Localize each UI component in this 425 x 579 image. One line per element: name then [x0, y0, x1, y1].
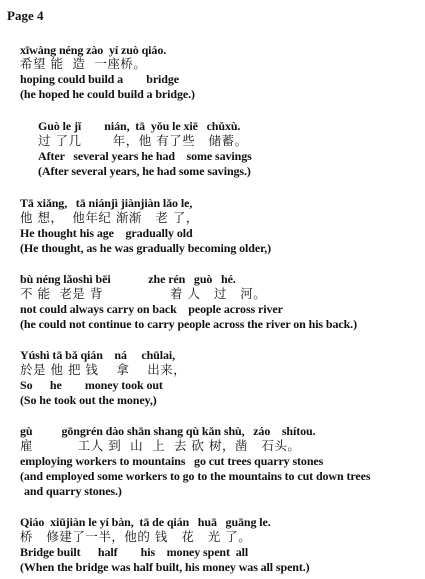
hanzi-line: 希望 能 造 一座桥。: [20, 56, 147, 71]
gloss-line: employing workers to mountains go cut trees quarry stones: [20, 454, 324, 468]
gloss-line: So he money took out: [20, 378, 163, 392]
gloss-line: After several years he had some savings: [38, 149, 252, 163]
translation-line: (he could not continue to carry people across the river on his back.): [20, 317, 357, 331]
hanzi-line: 他 想， 他年纪 渐渐 老 了，: [20, 210, 199, 225]
pinyin-line: gù gōngrén dào shān shang qù kǎn shù, záo shítou.: [20, 424, 316, 438]
hanzi-line: 桥 修建了一半，他的 钱 花 光 了。: [20, 529, 252, 544]
pinyin-line: bù néng lǎoshì bēi zhe rén guò hé.: [20, 272, 236, 286]
pinyin-line: xīwàng néng zào yí zuò qiáo.: [20, 43, 167, 57]
pinyin-line: Qiáo xiūjiàn le yí bàn, tā de qián huā guāng le.: [20, 515, 271, 529]
gloss-line: Bridge built half his money spent all: [20, 545, 249, 559]
hanzi-line: 过 了几 年，他 有了些 储蓄。: [38, 133, 248, 148]
translation-line: (After several years, he had some savings.): [38, 164, 251, 178]
translation-line: (he hoped he could build a bridge.): [20, 87, 195, 101]
gloss-line: not could always carry on back people across river: [20, 302, 283, 316]
page-number: Page 4: [7, 8, 44, 23]
pinyin-line: Tā xiǎng, tā niánjì jiànjiàn lǎo le,: [20, 196, 193, 210]
hanzi-line: 於是 他 把 钱 拿 出来，: [20, 362, 187, 377]
translation-line: (He thought, as he was gradually becoming older,): [20, 241, 272, 255]
pinyin-line: Yúshì tā bǎ qián ná chūlai,: [20, 348, 175, 362]
translation-line: (So he took out the money,): [20, 393, 157, 407]
gloss-line: He thought his age gradually old: [20, 226, 193, 240]
translation-line-continued: and quarry stones.): [24, 484, 122, 498]
translation-line: (and employed some workers to go to the mountains to cut down trees: [20, 469, 371, 483]
pinyin-line: Guò le jǐ nián, tā yǒu le xiē chǔxù.: [38, 119, 241, 133]
translation-line: (When the bridge was half built, his money was all spent.): [20, 560, 310, 574]
gloss-line: hoping could build a bridge: [20, 72, 179, 86]
hanzi-line: 雇 工人 到 山 上 去 砍 树，凿 石头。: [20, 438, 301, 453]
hanzi-line: 不 能 老是 背 着 人 过 河。: [20, 286, 267, 301]
